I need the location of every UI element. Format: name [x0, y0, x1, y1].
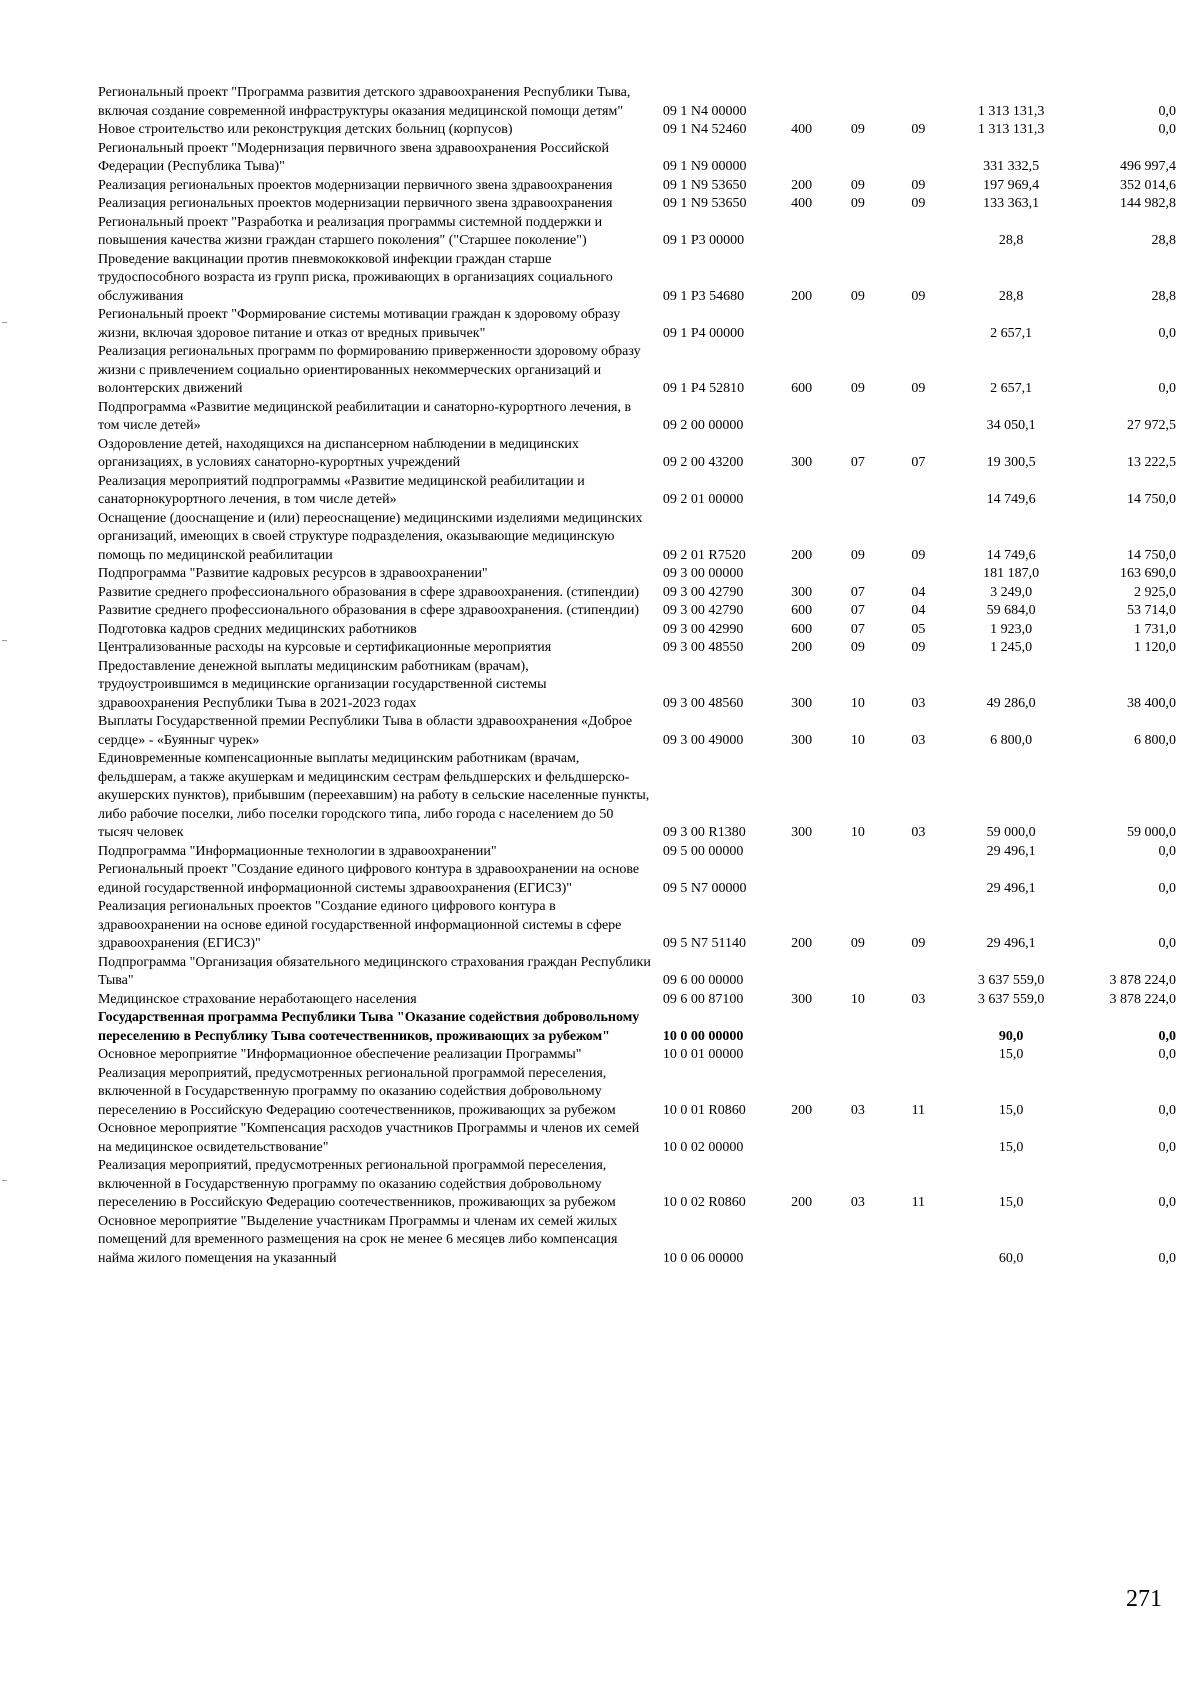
row-name: Единовременные компенсационные выплаты медицинским работникам (врачам, фельдшерам, а также акушеркам и медицинским сестрам фельдшерских и фельдшерско-акушерских пунктов), прибывшим (переехавшим) на работу в сельские населенные пункты, либо рабочие поселки, либо поселки городского типа, либо города с населением до 50 тысяч человек	[98, 751, 650, 840]
table-row	[98, 121, 1180, 140]
row-amount-year-1: 133 363,1	[983, 196, 1040, 211]
row-section: 09	[850, 640, 865, 655]
row-amount-year-1: 90,0	[998, 1028, 1024, 1044]
row-expense-type	[776, 214, 828, 251]
row-code: 10 0 02 R0860	[662, 1195, 746, 1210]
row-subsection: 03	[911, 732, 926, 748]
row-code: 09 5 N7 51140	[662, 936, 746, 951]
row-subsection: 04	[911, 584, 926, 600]
page-number: 271	[1126, 1586, 1162, 1612]
row-amount-year-2: 0,0	[1158, 381, 1176, 396]
row-code: 09 1 N9 53650	[662, 177, 747, 193]
row-subsection: 09	[911, 640, 926, 655]
row-expense-type: 400	[791, 196, 813, 211]
row-subsection	[888, 1120, 948, 1157]
row-code: 09 5 00 00000	[662, 843, 744, 859]
row-amount-year-1: 49 286,0	[986, 695, 1036, 711]
row-section	[828, 565, 888, 584]
row-name: Основное мероприятие "Информационное обеспечение реализации Программы"	[98, 1047, 582, 1062]
row-subsection: 09	[911, 122, 926, 137]
row-expense-type: 300	[791, 455, 813, 470]
row-amount-year-2: 28,8	[1151, 288, 1176, 304]
row-code: 09 1 P4 00000	[662, 325, 745, 341]
row-expense-type	[776, 861, 828, 898]
row-code: 10 0 01 R0860	[662, 1102, 746, 1118]
table-row	[98, 177, 1180, 196]
row-name: Реализация региональных проектов модернизации первичного звена здравоохранения	[98, 177, 613, 193]
row-name: Реализация региональных проектов "Создание единого цифрового контура в здравоохранении на основе единой государственной информационной системы в сфере здравоохранения (ЕГИСЗ)"	[98, 899, 622, 951]
row-section: 09	[850, 288, 865, 304]
row-name: Государственная программа Республики Тыва "Оказание содействия добровольному переселению в Республику Тыва соотечественников, проживающих за рубежом"	[98, 1010, 640, 1044]
row-code: 09 3 00 48560	[662, 695, 744, 711]
row-amount-year-1: 34 050,1	[986, 418, 1036, 433]
row-subsection: 09	[911, 381, 926, 396]
row-expense-type: 300	[791, 584, 813, 600]
row-amount-year-2: 38 400,0	[1127, 695, 1176, 711]
row-code: 09 3 00 42790	[662, 603, 744, 618]
row-amount-year-1: 197 969,4	[983, 177, 1040, 193]
row-code: 09 1 P3 54680	[662, 288, 745, 304]
row-name: Развитие среднего профессионального образования в сфере здравоохранения. (стипендии)	[98, 584, 639, 600]
row-name: Региональный проект "Модернизация первичного звена здравоохранения Российской Федерации (Республика Тыва)"	[98, 140, 609, 174]
row-section: 10	[850, 732, 865, 748]
row-expense-type: 600	[791, 621, 813, 637]
row-amount-year-2: 0,0	[1158, 103, 1176, 119]
row-amount-year-1: 28,8	[998, 288, 1024, 304]
row-amount-year-1: 14 749,6	[986, 492, 1036, 507]
row-subsection	[888, 565, 948, 584]
row-amount-year-2: 0,0	[1158, 880, 1176, 896]
row-name: Реализация региональных программ по формированию приверженности здоровому образу жизни с привлечением социально ориентированных некоммерческих организаций и волонтерских движений	[98, 344, 641, 396]
row-name: Реализация мероприятий, предусмотренных региональной программой переселения, включенной в Государственную программу по оказанию содействия добровольному переселению в Российскую Федерацию соотечественников, проживающих за рубежом	[98, 1065, 616, 1118]
table-row	[98, 713, 1180, 750]
row-amount-year-2: 53 714,0	[1127, 603, 1176, 618]
row-subsection	[888, 306, 948, 343]
row-section: 07	[850, 455, 865, 470]
table-row	[98, 195, 1180, 214]
row-section	[828, 1046, 888, 1065]
row-amount-year-2: 0,0	[1158, 1250, 1176, 1266]
table-row	[98, 565, 1180, 584]
row-expense-type	[776, 84, 828, 121]
row-amount-year-2: 352 014,6	[1120, 177, 1176, 193]
table-row	[98, 1046, 1180, 1065]
row-amount-year-1: 3 637 559,0	[977, 973, 1045, 988]
row-code: 09 6 00 87100	[662, 991, 744, 1007]
row-amount-year-1: 59 684,0	[986, 603, 1036, 618]
row-section: 09	[850, 196, 865, 211]
row-amount-year-2: 59 000,0	[1127, 825, 1176, 840]
table-row	[98, 251, 1180, 307]
row-code: 09 3 00 48550	[662, 640, 744, 655]
row-expense-type: 200	[791, 640, 813, 655]
row-name: Подготовка кадров средних медицинских работников	[98, 621, 417, 637]
row-subsection	[888, 214, 948, 251]
row-section	[828, 843, 888, 862]
row-amount-year-2: 0,0	[1158, 325, 1176, 341]
row-amount-year-2: 0,0	[1158, 843, 1176, 859]
row-code: 10 0 01 00000	[662, 1047, 744, 1062]
row-section	[828, 861, 888, 898]
row-expense-type: 200	[791, 936, 813, 951]
row-subsection: 11	[911, 1102, 926, 1118]
row-expense-type: 300	[791, 732, 813, 748]
row-section: 07	[850, 584, 865, 600]
row-expense-type	[776, 399, 828, 436]
row-name: Основное мероприятие "Выделение участникам Программы и членам их семей жилых помещений для временного размещения на срок не менее 6 месяцев либо компенсация найма жилого помещения на указанный	[98, 1213, 618, 1266]
row-amount-year-2: 0,0	[1158, 1102, 1176, 1118]
row-amount-year-2: 163 690,0	[1120, 566, 1176, 581]
table-body	[98, 84, 1180, 1268]
row-subsection: 05	[911, 621, 926, 637]
row-name: Проведение вакцинации против пневмококковой инфекции граждан старше трудоспособного возраста из групп риска, проживающих в организациях социального обслуживания	[98, 251, 613, 304]
row-amount-year-2: 3 878 224,0	[1109, 973, 1176, 988]
row-section	[828, 306, 888, 343]
row-code: 09 1 P4 52810	[662, 381, 745, 396]
row-name: Региональный проект "Создание единого цифрового контура в здравоохранении на основе единой государственной информационной системы здравоохранения (ЕГИСЗ)"	[98, 862, 640, 896]
row-code: 09 2 00 00000	[662, 418, 744, 433]
row-amount-year-1: 3 249,0	[990, 584, 1033, 600]
row-expense-type	[776, 954, 828, 991]
table-row	[98, 84, 1180, 121]
row-subsection	[888, 399, 948, 436]
row-code: 09 3 00 R1380	[662, 825, 746, 840]
row-expense-type: 300	[791, 695, 813, 711]
row-subsection: 11	[911, 1195, 926, 1210]
row-amount-year-2: 496 997,4	[1120, 159, 1176, 174]
row-section	[828, 214, 888, 251]
row-amount-year-1: 15,0	[998, 1102, 1024, 1118]
row-section: 03	[850, 1102, 865, 1118]
row-subsection	[888, 861, 948, 898]
row-amount-year-1: 59 000,0	[986, 825, 1036, 840]
scan-mark	[2, 1180, 7, 1181]
row-amount-year-1: 60,0	[998, 1250, 1024, 1266]
row-amount-year-2: 0,0	[1158, 936, 1176, 951]
row-name: Выплаты Государственной премии Республики Тыва в области здравоохранения «Доброе сердце» - «Буянныг чурек»	[98, 714, 633, 748]
row-name: Развитие среднего профессионального образования в сфере здравоохранения. (стипендии)	[98, 603, 639, 618]
row-expense-type	[776, 473, 828, 510]
row-subsection	[888, 1009, 948, 1046]
row-name: Подпрограмма «Развитие медицинской реабилитации и санаторно-курортного лечения, в том числе детей»	[98, 399, 632, 433]
row-expense-type: 400	[791, 122, 813, 137]
row-expense-type: 600	[791, 381, 813, 396]
row-subsection	[888, 954, 948, 991]
row-section: 10	[850, 991, 865, 1007]
row-expense-type	[776, 1213, 828, 1269]
row-amount-year-1: 14 749,6	[986, 547, 1036, 563]
row-code: 09 3 00 49000	[662, 732, 744, 748]
row-amount-year-1: 3 637 559,0	[977, 991, 1045, 1007]
table-row	[98, 639, 1180, 658]
row-section: 10	[850, 825, 865, 840]
table-row	[98, 1157, 1180, 1213]
row-section: 09	[850, 122, 865, 137]
table-row	[98, 750, 1180, 843]
row-amount-year-1: 28,8	[998, 233, 1024, 248]
row-amount-year-1: 331 332,5	[983, 159, 1040, 174]
row-subsection: 09	[911, 288, 926, 304]
row-amount-year-1: 1 313 131,3	[977, 122, 1045, 137]
row-subsection: 07	[911, 455, 926, 470]
row-amount-year-2: 0,0	[1158, 1195, 1176, 1210]
table-row	[98, 1213, 1180, 1269]
row-subsection: 04	[911, 603, 926, 618]
table-row	[98, 991, 1180, 1010]
table-row	[98, 473, 1180, 510]
row-amount-year-2: 0,0	[1158, 1047, 1176, 1062]
row-expense-type	[776, 306, 828, 343]
row-subsection: 03	[911, 825, 926, 840]
row-subsection	[888, 1213, 948, 1269]
row-subsection	[888, 140, 948, 177]
row-expense-type	[776, 140, 828, 177]
row-section	[828, 140, 888, 177]
row-section	[828, 84, 888, 121]
row-expense-type: 300	[791, 825, 813, 840]
row-expense-type: 200	[791, 1102, 813, 1118]
table-row	[98, 510, 1180, 566]
row-amount-year-1: 6 800,0	[990, 732, 1033, 748]
row-code: 10 0 02 00000	[662, 1139, 744, 1155]
row-section	[828, 1120, 888, 1157]
row-expense-type	[776, 1120, 828, 1157]
table-row	[98, 1009, 1180, 1046]
row-section: 09	[850, 547, 865, 563]
row-code: 09 1 P3 00000	[662, 233, 745, 248]
table-row	[98, 898, 1180, 954]
row-name: Новое строительство или реконструкция детских больниц (корпусов)	[98, 122, 513, 137]
row-amount-year-2: 14 750,0	[1127, 492, 1176, 507]
row-amount-year-1: 29 496,1	[986, 843, 1036, 859]
table-row	[98, 1065, 1180, 1121]
scan-mark	[2, 640, 7, 641]
row-amount-year-1: 19 300,5	[986, 455, 1036, 470]
row-subsection: 09	[911, 936, 926, 951]
row-name: Подпрограмма "Развитие кадровых ресурсов в здравоохранении"	[98, 566, 488, 581]
row-code: 09 1 N4 00000	[662, 103, 747, 119]
row-name: Реализация региональных проектов модернизации первичного звена здравоохранения	[98, 196, 613, 211]
row-amount-year-1: 2 657,1	[990, 325, 1033, 341]
row-amount-year-2: 14 750,0	[1127, 547, 1176, 563]
row-code: 10 0 00 00000	[662, 1028, 744, 1044]
row-expense-type: 600	[791, 603, 813, 618]
row-amount-year-2: 27 972,5	[1127, 418, 1176, 433]
row-amount-year-1: 1 245,0	[990, 640, 1033, 655]
row-name: Реализация мероприятий подпрограммы «Развитие медицинской реабилитации и санаторнокурортного лечения, в том числе детей»	[98, 473, 585, 507]
row-section: 03	[850, 1195, 865, 1210]
row-name: Оздоровление детей, находящихся на диспансерном наблюдении в медицинских организациях, в условиях санаторно-курортных учреждений	[98, 436, 579, 470]
row-code: 09 1 N9 53650	[662, 196, 747, 211]
row-expense-type	[776, 843, 828, 862]
row-code: 10 0 06 00000	[662, 1250, 744, 1266]
table-row	[98, 399, 1180, 436]
row-code: 09 6 00 00000	[662, 973, 744, 988]
row-section	[828, 1009, 888, 1046]
row-code: 09 3 00 42790	[662, 584, 744, 600]
row-expense-type	[776, 1046, 828, 1065]
row-section: 09	[850, 381, 865, 396]
row-expense-type	[776, 565, 828, 584]
row-name: Региональный проект "Разработка и реализация программы системной поддержки и повышения качества жизни граждан старшего поколения" ("Старшее поколение")	[98, 214, 603, 248]
row-subsection	[888, 473, 948, 510]
row-section: 07	[850, 603, 865, 618]
row-name: Региональный проект "Программа развития детского здравоохранения Республики Тыва, включая создание современной инфраструктуры оказания медицинской помощи детям"	[98, 85, 631, 119]
table-row	[98, 436, 1180, 473]
row-subsection: 09	[911, 177, 926, 193]
row-amount-year-1: 1 923,0	[990, 621, 1033, 637]
row-name: Подпрограмма "Информационные технологии в здравоохранении"	[98, 843, 497, 859]
row-code: 09 3 00 42990	[662, 621, 744, 637]
row-subsection	[888, 84, 948, 121]
row-name: Медицинское страхование неработающего населения	[98, 991, 417, 1007]
row-amount-year-1: 181 187,0	[983, 566, 1040, 581]
row-section: 07	[850, 621, 865, 637]
row-subsection: 03	[911, 991, 926, 1007]
table-row	[98, 214, 1180, 251]
budget-table	[98, 84, 1180, 1268]
row-amount-year-2: 0,0	[1158, 122, 1176, 137]
table-row	[98, 306, 1180, 343]
row-expense-type: 200	[791, 177, 813, 193]
table-row	[98, 602, 1180, 621]
row-section	[828, 1213, 888, 1269]
row-expense-type: 200	[791, 547, 813, 563]
row-section: 09	[850, 177, 865, 193]
row-amount-year-2: 144 982,8	[1120, 196, 1176, 211]
row-name: Региональный проект "Формирование системы мотивации граждан к здоровому образу жизни, включая здоровое питание и отказ от вредных привычек"	[98, 307, 621, 341]
row-name: Основное мероприятие "Компенсация расходов участников Программы и членов их семей на медицинское освидетельствование"	[98, 1121, 640, 1155]
row-expense-type: 200	[791, 288, 813, 304]
row-subsection	[888, 843, 948, 862]
row-code: 09 1 N4 52460	[662, 122, 747, 137]
row-amount-year-1: 15,0	[998, 1139, 1024, 1155]
row-amount-year-1: 2 657,1	[990, 381, 1033, 396]
row-amount-year-2: 1 731,0	[1134, 621, 1176, 637]
row-amount-year-2: 2 925,0	[1134, 584, 1176, 600]
row-code: 09 2 01 00000	[662, 492, 744, 507]
row-code: 09 1 N9 00000	[662, 159, 747, 174]
table-row	[98, 843, 1180, 862]
table-row	[98, 621, 1180, 640]
row-amount-year-2: 13 222,5	[1127, 455, 1176, 470]
row-name: Предоставление денежной выплаты медицинским работникам (врачам), трудоустроившимся в медицинские организации государственной системы здравоохранения Республики Тыва в 2021-2023 годах	[98, 658, 547, 711]
row-section	[828, 954, 888, 991]
row-name: Оснащение (дооснащение и (или) переоснащение) медицинскими изделиями медицинских организаций, имеющих в своей структуре подразделения, оказывающие медицинскую помощь по медицинской реабилитации	[98, 510, 643, 563]
row-subsection	[888, 1046, 948, 1065]
row-amount-year-2: 6 800,0	[1134, 732, 1176, 748]
row-expense-type	[776, 1009, 828, 1046]
table-row	[98, 1120, 1180, 1157]
row-subsection: 09	[911, 196, 926, 211]
row-subsection: 09	[911, 547, 926, 563]
row-expense-type: 200	[791, 1195, 813, 1210]
row-amount-year-1: 15,0	[998, 1047, 1024, 1062]
row-name: Централизованные расходы на курсовые и сертификационные мероприятия	[98, 640, 552, 655]
row-amount-year-2: 0,0	[1158, 1139, 1176, 1155]
table-row	[98, 861, 1180, 898]
row-code: 09 3 00 00000	[662, 566, 744, 581]
row-section	[828, 473, 888, 510]
row-code: 09 2 01 R7520	[662, 547, 746, 563]
row-amount-year-1: 1 313 131,3	[977, 103, 1045, 119]
row-amount-year-1: 29 496,1	[986, 936, 1036, 951]
row-amount-year-1: 15,0	[998, 1195, 1024, 1210]
row-amount-year-2: 1 120,0	[1134, 640, 1176, 655]
table-row	[98, 658, 1180, 714]
row-subsection: 03	[911, 695, 926, 711]
row-name: Реализация мероприятий, предусмотренных региональной программой переселения, включенной в Государственную программу по оказанию содействия добровольному переселению в Российскую Федерацию соотечественников, проживающих за рубежом	[98, 1158, 616, 1210]
row-expense-type: 300	[791, 991, 813, 1007]
row-amount-year-2: 0,0	[1158, 1028, 1176, 1044]
table-row	[98, 140, 1180, 177]
row-section: 09	[850, 936, 865, 951]
row-section: 10	[850, 695, 865, 711]
row-amount-year-1: 29 496,1	[986, 880, 1036, 896]
row-code: 09 2 00 43200	[662, 455, 744, 470]
table-row	[98, 954, 1180, 991]
row-amount-year-2: 28,8	[1151, 233, 1176, 248]
scan-mark	[2, 322, 7, 323]
row-section	[828, 399, 888, 436]
table-row	[98, 584, 1180, 603]
row-name: Подпрограмма "Организация обязательного медицинского страхования граждан Республики Тыва"	[98, 954, 651, 988]
row-code: 09 5 N7 00000	[662, 880, 747, 896]
table-row	[98, 343, 1180, 399]
row-amount-year-2: 3 878 224,0	[1109, 991, 1176, 1007]
